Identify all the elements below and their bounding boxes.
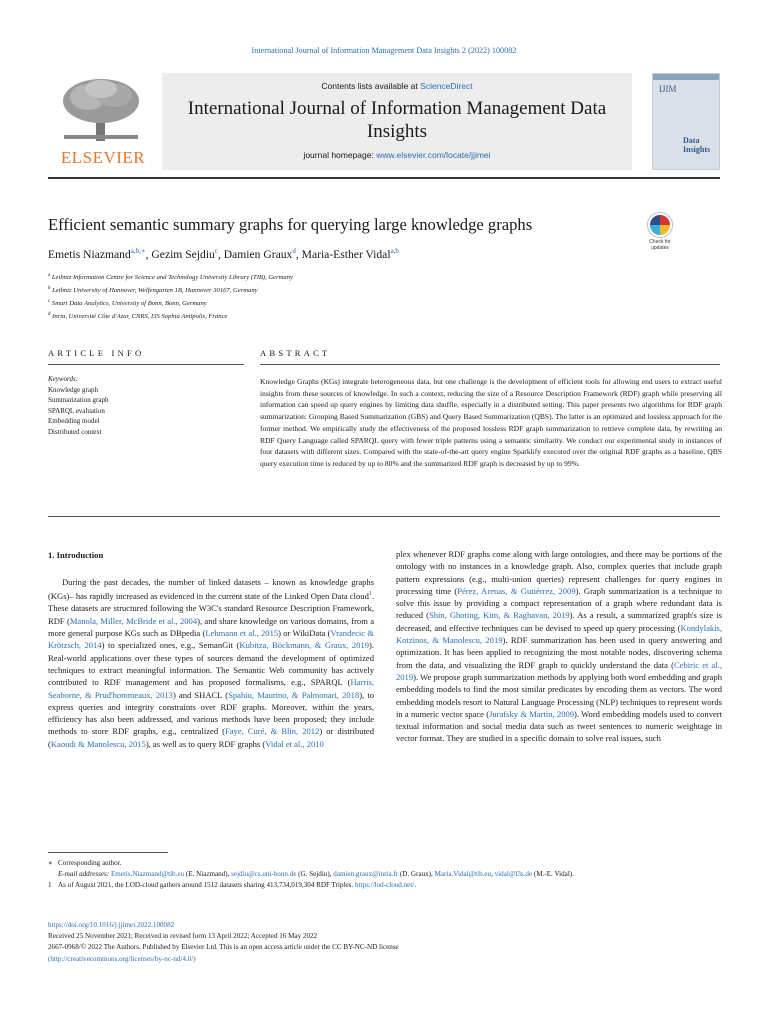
journal-title: International Journal of Information Management Data Insights [187,98,607,142]
section-heading: 1. Introduction [48,550,104,560]
sciencedirect-link[interactable]: ScienceDirect [420,81,473,91]
author-name[interactable]: Gezim Sejdiu [151,247,215,261]
abstract-text: Knowledge Graphs (KGs) integrate heterogeneous data, but one challenge is the development of efficient tools for allowing end users to extract useful insights from these sources of knowledge. In such a context, reducing the size of a Resource Description Framework (RDF) graph while preserving all information can speed up query engines by limiting data shuffle, especially in a distributed setting. This paper presents two algorithms for RDF graph summarization: Grouping Based Summarization (GBS) and Query Based Summarization (QBS). The latter is an optimized and lossless approach for the former method. We empirically study the effectiveness of the proposed lossless RDF graph summarization to retrieve complete data, by rewriting an RDF Query Language called SPARQL query with fewer triple patterns using a semantic similarity. We conduct our experimental study in instances of four datasets with different sizes. Compared with the state-of-the-art query engine Sparklify executed over the original RDF graphs as a baseline, QBS query execution time is reduced by up to 80% and the summarized RDF graph is decreased by up to 99%. [260,377,722,469]
email-link[interactable]: damien.graux@inria.fr [333,869,399,878]
affiliation-text: Inria, Université Côte d'Azur, CNRS, I3S Sophia Antipolis, France [52,313,228,321]
affiliation-marker: d [48,311,51,317]
email-link[interactable]: vidal@l3s.de [494,869,533,878]
body-text: ). RDF summarization has been used in query answering and optimization. It has been applied to recognizing the most notable nodes, discovering schema from the data, and visualizing the RDF graph to quickly understand the data ( [396,635,722,670]
citation-link[interactable]: Harris, Seaborne, & Prud'hommeaux, 2013 [48,677,374,700]
cover-word: Data [683,136,700,145]
citation-link[interactable]: Spahiu, Maurino, & Palmonari, 2018 [228,689,360,700]
doi-link[interactable]: https://doi.org/10.1016/j.jjimei.2022.100082 [48,921,175,929]
email-label: E-mail addresses: [58,869,110,878]
citation-link[interactable]: Faye, Curé, & Blin, 2012 [225,726,320,737]
body-column-right [396,548,722,745]
citation-link[interactable]: Kaoudi & Manolescu, 2015 [50,738,146,749]
keyword: Distributed context [48,427,102,436]
affiliation-marker: a [48,273,51,278]
keywords-block [48,374,244,438]
citation-link[interactable]: Vrandecic & Krötzsch, 2014 [48,628,375,651]
author-list: Emetis Niazmand$^{a,b,∗}$, Gezim Sejdiu$^c$, Damien Graux$^d$, Maria-Esther Vidal$^{a,b}$ [48,247,399,261]
affiliation [48,284,648,297]
cover-abbr: IJIM [659,84,677,94]
email-link[interactable]: Emetis.Niazmand@tib.eu [110,869,185,878]
email-owner: (E. Niazmand), [184,869,232,878]
body-text: ). Word embedding models used to convert textual information and social media data such as tweet sentences to numeric weightage in vector format. They are studied in a specific domain to solve real issues, such [396,708,722,744]
author-affiliation-marker[interactable]: c [214,247,218,255]
body-text: plex whenever RDF graphs come along with large ontologies, and there may be portions of the ontology with no instances in a knowledge graph. Also, complex queries that include graph pattern expressions (e.g., multi-union queries) represent challenges for query engines in processing time ( [396,549,722,596]
email-owner: (M.-E. Vidal). [532,869,574,878]
corresponding-text: Corresponding author. [58,859,122,867]
body-text: ) or distributed ( [48,726,374,749]
affiliation-text: Leibniz Information Centre for Science and Technology University Library (TIB), Germany [51,274,293,282]
elsevier-tree-icon [58,77,144,141]
affiliation-marker: b [48,285,51,291]
citation-link[interactable]: Kondylakis, Kotzinos, & Manolescu, 2019 [396,622,722,646]
footnote-1 [48,880,720,891]
footnote-mark: ∗ [48,859,53,867]
journal-cover-thumbnail[interactable] [652,73,720,170]
body-text: ). As a result, a summarized graph's size is decreased, and effective techniques can be devised to speed up query processing ( [396,610,722,633]
citation-link[interactable]: Jurafsky & Martin, 2009 [489,708,575,719]
keyword: Knowledge graph [48,385,98,394]
article-title: Efficient semantic summary graphs for querying large knowledge graphs [48,215,533,234]
body-text: During the past decades, the number of linked datasets – known as knowledge graphs (KGs)– has rapidly increased as evidenced in the current state of the Linked Open Data cloud [48,577,374,602]
citation-link[interactable]: Shin, Ghoting, Kim, & Raghavan, 2019 [428,610,570,621]
homepage-prefix: journal homepage: [303,150,374,160]
body-text: ), and share knowledge on various domains, from a more general purpose KGs such as DBpedia ( [48,615,375,639]
affiliation [48,310,648,323]
license-link[interactable]: (http://creativecommons.org/licenses/by-nc-nd/4.0/) [48,954,196,963]
email-owner: , [491,869,495,878]
contents-prefix: Contents lists available at [321,81,418,91]
footnote-text: As of August 2021, the LOD-cloud gathers around 1512 datasets sharing 413,734,019,304 RDF Triples. [58,880,354,889]
license-text: 2667-0968/© 2022 The Authors. Published by Elsevier Ltd. This is an open access article under the CC BY-NC-ND license [48,943,399,952]
author-affiliation-marker[interactable]: a,b [390,247,399,255]
body-text: ). Graph summarization is a technique to solve this issue by providing a compact representation of a graph where redundant data is reduced ( [396,585,722,621]
abstract-heading: ABSTRACT [260,348,331,358]
body-text: ) and SHACL ( [172,689,229,700]
email-owner: (D. Graux), [398,869,435,878]
citation-link[interactable]: Pérez, Arenas, & Gutiérrez, 2009 [457,585,576,596]
divider [260,364,720,365]
body-text: . These datasets are structured following the W3C's standard Resource Description Framework, RDF ( [48,591,374,626]
affiliation [48,271,648,284]
journal-banner [162,73,632,170]
crossmark-icon [648,213,672,237]
email-link[interactable]: Maria.Vidal@tib.eu [434,869,492,878]
affiliation-text: Smart Data Analytics, University of Bonn, Bonn, Germany [51,300,207,308]
check-for-updates-badge[interactable] [644,213,676,257]
crossmark-label: Check for updates [649,239,671,251]
contents-line [162,81,632,91]
divider [48,516,720,517]
keyword: Embedding model [48,417,100,426]
author-affiliation-marker[interactable]: a,b,∗ [130,247,146,255]
elsevier-logo[interactable] [48,73,158,170]
citation-link[interactable]: Vidal et al., 2010 [265,738,324,749]
footnote-mark: 1 [48,880,52,889]
homepage-link[interactable]: www.elsevier.com/locate/jjimei [376,150,491,160]
paragraph [396,548,722,745]
author-name[interactable]: Maria-Esther Vidal [301,247,391,261]
footnote-ref[interactable]: 1 [368,591,372,598]
citation-link[interactable]: Cebiric et al., 2019 [396,659,723,682]
running-head[interactable]: International Journal of Information Management Data Insights 2 (2022) 100082 [251,46,517,55]
keywords-label: Keywords: [48,375,79,383]
body-text: ) or WikiData ( [278,628,331,639]
citation-link[interactable]: Manola, Miller, McBride et al., 2004 [69,615,198,626]
affiliation [48,297,648,310]
journal-masthead [48,73,720,170]
lod-cloud-link[interactable]: https://lod-cloud.net/ [354,880,415,889]
body-text: ), to express queries and integrity constraints over RDF graphs. Moreover, within the years, efficiency has also been addressed, and various methods have been proposed; they include methods to store RDF graphs, e.g., centralized ( [48,689,374,737]
email-link[interactable]: sejdiu@cs.uni-bonn.de [231,869,297,878]
received-dates: Received 25 November 2021; Received in revised form 13 April 2022; Accepted 16 May 2022 [48,932,318,941]
paragraph [48,576,374,750]
citation-link[interactable]: Kubitza, Böckmann, & Graux, 2019 [239,640,369,651]
keyword: SPARQL evaluation [48,406,105,415]
footnotes [48,858,720,890]
publisher-name: ELSEVIER [60,148,146,167]
body-text: ). Real-world applications over these types of sources demand the development of optimized techniques to extract meaningful information. The Semantic Web community has actively contributed to RDF management and has proposed formalisms, e.g., SPARQL ( [48,640,374,688]
divider [48,364,244,365]
footnote-divider [48,852,168,853]
email-owner: (G. Sejdiu), [296,869,334,878]
homepage-line [162,150,632,160]
body-text: ). We propose graph summarization methods by applying both word embedding and graph embedding models to find the most similar predicates by encoding them as vectors. The word embedding models resort to Natural Language Processing (NLP) techniques to represent words in a numeric vector space ( [396,671,723,719]
affiliation-list [48,271,648,323]
affiliation-marker: c [48,298,51,304]
corresponding-author-note [48,858,720,869]
email-addresses [48,869,720,880]
body-text: ), as well as to query RDF graphs ( [145,738,266,749]
citation-link[interactable]: Lehmann et al., 2015 [205,628,279,639]
cover-stripe [653,74,719,80]
keyword: Summarization graph [48,396,109,405]
affiliation-text: Leibniz University of Hannover, Welfengarten 1B, Hannover 30167, Germany [52,287,258,295]
footnote-end: . [414,880,417,889]
body-text: ) to specialized ones, e.g., SemanGit ( [101,640,240,651]
article-info-heading: ARTICLE INFO [48,348,145,358]
masthead-divider [48,177,720,179]
author-name[interactable]: Emetis Niazmand [48,247,131,261]
publication-info [48,920,720,965]
cover-word: Insights [683,145,711,154]
cover-words [683,136,710,154]
body-column-left [48,576,374,750]
author-name[interactable]: Damien Graux [223,247,293,261]
author-affiliation-marker[interactable]: d [292,247,296,255]
